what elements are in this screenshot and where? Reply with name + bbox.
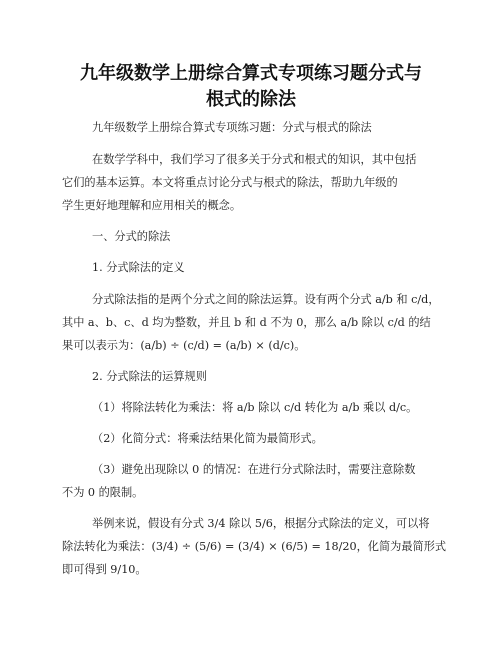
definition-line-1: 分式除法指的是两个分式之间的除法运算。设有两个分式 a/b 和 c/d， bbox=[92, 293, 440, 306]
intro-line-1: 在数学学科中，我们学习了很多关于分式和根式的知识，其中包括 bbox=[92, 153, 417, 166]
document-title-line-1: 九年级数学上册综合算式专项练习题分式与 bbox=[80, 63, 422, 84]
example-line-2: 除法转化为乘法：(3/4) ÷ (5/6) = (3/4) × (6/5) = 18/20，化简为最简形式 bbox=[62, 540, 447, 553]
subheading-definition: 1. 分式除法的定义 bbox=[92, 261, 185, 274]
section-heading-fraction-division: 一、分式的除法 bbox=[92, 230, 171, 243]
definition-line-3: 果可以表示为：(a/b) ÷ (c/d) = (a/b) × (d/c)。 bbox=[62, 339, 306, 352]
example-line-3: 即可得到 9/10。 bbox=[62, 563, 147, 576]
intro-line-3: 学生更好地理解和应用相关的概念。 bbox=[62, 199, 242, 212]
document-subtitle: 九年级数学上册综合算式专项练习题：分式与根式的除法 bbox=[92, 121, 372, 134]
intro-line-2: 它们的基本运算。本文将重点讨论分式与根式的除法，帮助九年级的 bbox=[62, 176, 398, 189]
rule-1: （1）将除法转化为乘法：将 a/b 除以 c/d 转化为 a/b 乘以 d/c。 bbox=[92, 401, 418, 414]
rule-2: （2）化简分式：将乘法结果化简为最简形式。 bbox=[92, 432, 323, 445]
rule-3-line-2: 不为 0 的限制。 bbox=[62, 486, 144, 499]
example-line-1: 举例来说，假设有分式 3/4 除以 5/6，根据分式除法的定义，可以将 bbox=[92, 517, 430, 530]
subheading-rules: 2. 分式除法的运算规则 bbox=[92, 370, 207, 383]
definition-line-2: 其中 a、b、c、d 均为整数，并且 b 和 d 不为 0，那么 a/b 除以 c/d 的结 bbox=[62, 316, 431, 329]
document-title-line-2: 根式的除法 bbox=[206, 89, 296, 110]
rule-3-line-1: （3）避免出现除以 0 的情况：在进行分式除法时，需要注意除数 bbox=[92, 463, 416, 476]
